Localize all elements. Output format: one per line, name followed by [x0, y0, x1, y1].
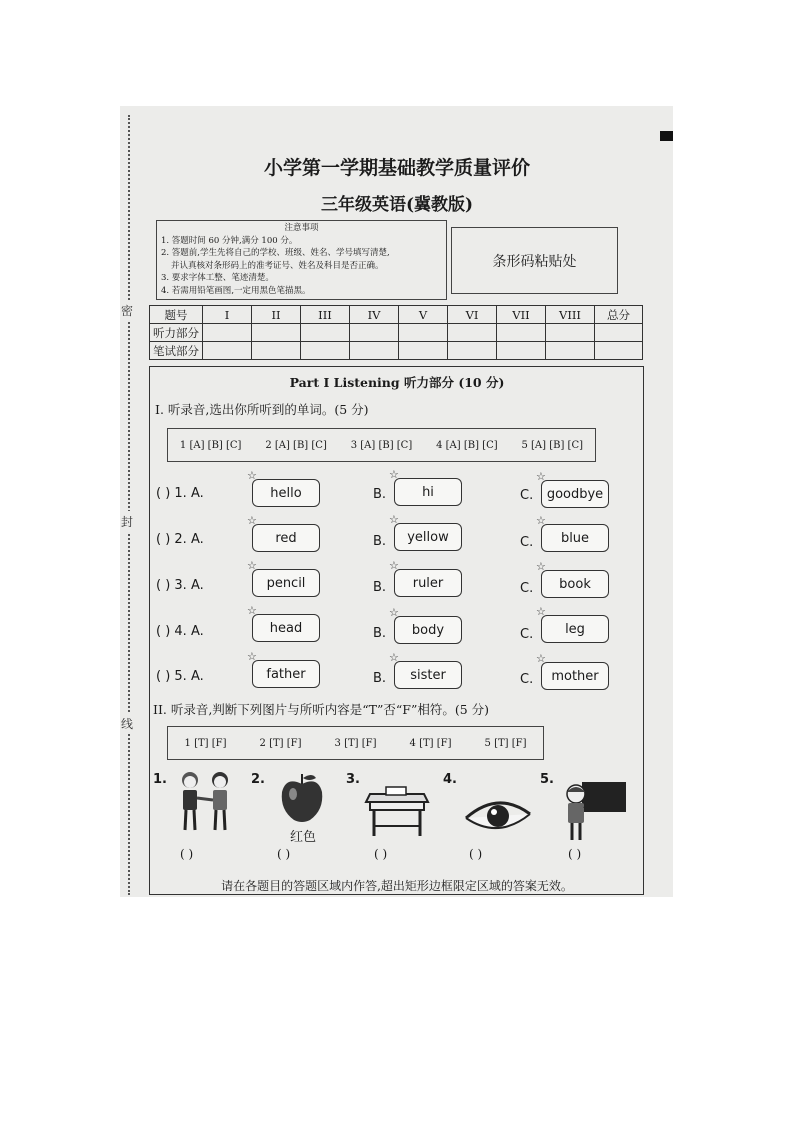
picture-answer-paren[interactable]: ( ) — [180, 847, 194, 861]
option-b-label: B. — [373, 534, 387, 549]
q1-item-number[interactable]: ( ) 3. A. — [156, 578, 204, 593]
footer-note: 请在各题目的答题区域内作答,超出矩形边框限定区域的答案无效。 — [221, 879, 573, 893]
word-card: ☆ hello — [252, 479, 320, 507]
answer-slot[interactable]: 3 [A] [B] [C] — [350, 439, 413, 451]
q1-item-number[interactable]: ( ) 4. A. — [156, 624, 204, 639]
score-row-label: 笔试部分 — [150, 342, 203, 360]
word-card: ☆ sister — [394, 661, 462, 689]
score-header: V — [399, 306, 448, 324]
notice-line: 1. 答题时间 60 分钟,满分 100 分。 — [161, 235, 298, 246]
answer-slot[interactable]: 1 [T] [F] — [184, 737, 227, 749]
word-card: ☆ red — [252, 524, 320, 552]
eye-icon — [462, 796, 534, 836]
option-c-label: C. — [520, 581, 534, 596]
score-header: IV — [350, 306, 399, 324]
notice-box — [156, 220, 447, 300]
option-c-label: C. — [520, 535, 534, 550]
notice-line: 并认真核对条形码上的准考证号、姓名及科目是否正确。 — [171, 260, 384, 271]
score-header: VIII — [546, 306, 595, 324]
score-header: I — [203, 306, 252, 324]
corner-mark — [660, 131, 673, 141]
answer-slot[interactable]: 4 [T] [F] — [409, 737, 452, 749]
children-greeting-icon — [172, 766, 240, 838]
answer-slot[interactable]: 5 [T] [F] — [484, 737, 527, 749]
answer-slot[interactable]: 1 [A] [B] [C] — [179, 439, 242, 451]
apple-icon — [276, 770, 328, 824]
score-header-row — [150, 306, 643, 324]
answer-slot[interactable]: 2 [A] [B] [C] — [265, 439, 327, 451]
barcode-area — [451, 227, 618, 294]
picture-answer-paren[interactable]: ( ) — [374, 847, 388, 861]
picture-answer-paren[interactable]: ( ) — [277, 847, 291, 861]
exam-subtitle: 三年级英语(冀教版) — [320, 195, 474, 215]
option-c-label: C. — [520, 488, 534, 503]
notice-line: 3. 要求字体工整、笔迹清楚。 — [161, 273, 274, 283]
answer-slot[interactable]: 2 [T] [F] — [259, 737, 302, 749]
word-card: ☆ ruler — [394, 569, 462, 597]
desk-icon — [364, 782, 430, 838]
picture-number: 4. — [443, 772, 457, 787]
picture-number: 2. — [251, 772, 265, 787]
score-table — [149, 305, 643, 360]
score-row — [150, 342, 643, 360]
notice-line: 4. 若需用铅笔画图,一定用黑色笔描黑。 — [161, 285, 311, 296]
apple-color-label: 红色 — [290, 830, 317, 845]
score-row-label: 听力部分 — [150, 324, 203, 342]
word-card: ☆ hi — [394, 478, 462, 506]
word-card: ☆ body — [394, 616, 462, 644]
score-header: 总分 — [595, 306, 643, 324]
barcode-label: 条形码粘贴处 — [492, 253, 577, 270]
option-c-label: C. — [520, 672, 534, 687]
word-card: ☆ head — [252, 614, 320, 642]
word-card: ☆ goodbye — [541, 480, 609, 508]
q1-title: I. 听录音,选出你所听到的单词。(5 分) — [155, 402, 369, 417]
option-b-label: B. — [373, 580, 387, 595]
binding-line — [128, 115, 130, 895]
q2-title: II. 听录音,判断下列图片与所听内容是“T”否“F”相符。(5 分) — [153, 702, 490, 717]
q1-item-number[interactable]: ( ) 5. A. — [156, 669, 204, 684]
part1-title: Part I Listening 听力部分 (10 分) — [289, 375, 505, 390]
picture-number: 5. — [540, 772, 554, 787]
notice-title: 注意事项 — [284, 223, 319, 233]
score-header: VII — [497, 306, 546, 324]
answer-slot[interactable]: 5 [A] [B] [C] — [521, 439, 584, 451]
word-card: ☆ yellow — [394, 523, 462, 551]
score-header: III — [301, 306, 350, 324]
score-header: II — [252, 306, 301, 324]
answer-slot[interactable]: 3 [T] [F] — [334, 737, 377, 749]
score-header: 题号 — [150, 306, 203, 324]
picture-answer-paren[interactable]: ( ) — [568, 847, 582, 861]
word-card: ☆ leg — [541, 615, 609, 643]
exam-title: 小学第一学期基础教学质量评价 — [263, 157, 530, 179]
word-card: ☆ father — [252, 660, 320, 688]
q1-item-number[interactable]: ( ) 2. A. — [156, 532, 204, 547]
side-label-xian: 线 — [121, 713, 133, 734]
word-card: ☆ pencil — [252, 569, 320, 597]
teacher-icon — [556, 780, 628, 842]
word-card: ☆ mother — [541, 662, 609, 690]
side-label-mi: 密 — [121, 300, 133, 321]
picture-number: 3. — [346, 772, 360, 787]
q1-answer-box — [167, 428, 596, 462]
side-label-feng: 封 — [121, 511, 133, 532]
word-card: ☆ book — [541, 570, 609, 598]
word-card: ☆ blue — [541, 524, 609, 552]
q2-answer-box — [167, 726, 544, 760]
option-b-label: B. — [373, 626, 387, 641]
score-row — [150, 324, 643, 342]
q1-item-number[interactable]: ( ) 1. A. — [156, 486, 204, 501]
picture-answer-paren[interactable]: ( ) — [469, 847, 483, 861]
option-b-label: B. — [373, 671, 387, 686]
score-header: VI — [448, 306, 497, 324]
notice-line: 2. 答题前,学生先将自己的学校、班级、姓名、学号填写清楚, — [161, 248, 390, 258]
option-b-label: B. — [373, 487, 387, 502]
answer-slot[interactable]: 4 [A] [B] [C] — [436, 439, 498, 451]
picture-number: 1. — [153, 772, 167, 787]
option-c-label: C. — [520, 627, 534, 642]
